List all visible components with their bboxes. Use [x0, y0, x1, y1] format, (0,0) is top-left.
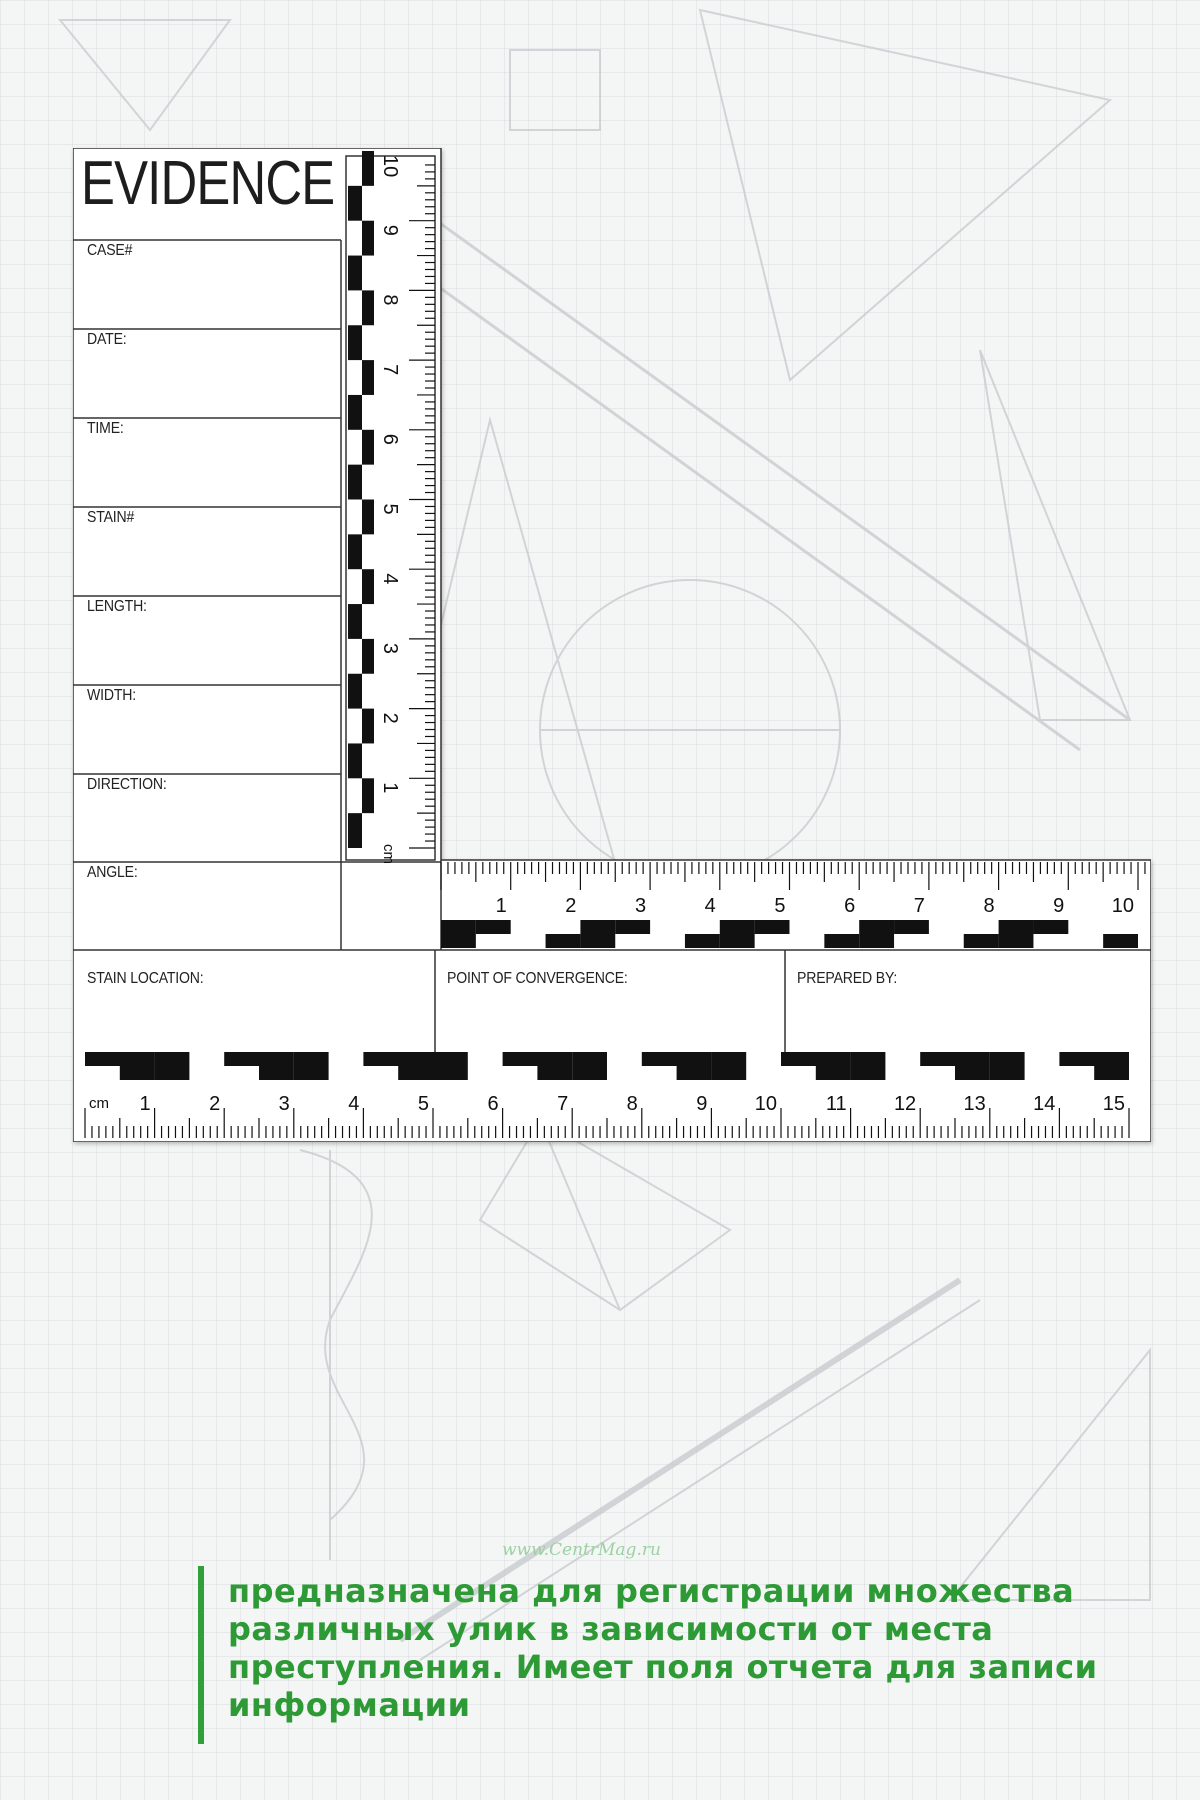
checker-block: [920, 1052, 990, 1066]
checker-block: [1103, 934, 1138, 948]
card-frame: [73, 148, 1151, 1142]
checker-block: [348, 534, 362, 569]
checker-block: [1059, 1052, 1129, 1066]
ruler-label: 1: [379, 782, 401, 794]
checker-block: [851, 1066, 886, 1080]
checker-block: [441, 920, 476, 934]
description-line: информации: [228, 1686, 471, 1724]
ruler-label: 7: [913, 895, 925, 917]
ruler-label: 3: [634, 895, 647, 917]
description-accent-bar: [198, 1566, 204, 1744]
checker-block: [580, 934, 615, 948]
checker-block: [816, 1066, 851, 1080]
checker-block: [677, 1066, 712, 1080]
ruler-label: 10: [379, 155, 401, 178]
checker-block: [955, 1066, 990, 1080]
ruler-label: 8: [379, 294, 401, 306]
ruler-label: 2: [379, 712, 401, 724]
ruler-label: 5: [774, 895, 786, 917]
ruler-label: 13: [963, 1093, 986, 1115]
description-line: различных улик в зависимости от места: [228, 1610, 994, 1648]
ruler-label: 1: [495, 895, 507, 917]
ruler-label: 5: [417, 1093, 429, 1115]
checker-block: [441, 934, 476, 948]
checker-block: [294, 1052, 329, 1066]
checker-block: [999, 934, 1034, 948]
ruler-label: 1: [139, 1093, 151, 1115]
evidence-title: EVIDENCE: [81, 149, 335, 218]
checker-block: [720, 934, 755, 948]
checker-block: [294, 1066, 329, 1080]
checker-block: [615, 920, 650, 934]
checker-block: [642, 1052, 712, 1066]
checker-block: [155, 1052, 190, 1066]
checker-block: [362, 778, 374, 813]
ruler-unit: cm: [380, 844, 397, 864]
checker-block: [362, 360, 374, 395]
checker-block: [546, 934, 581, 948]
ruler-label: 2: [209, 1093, 221, 1115]
checker-block: [398, 1066, 433, 1080]
checker-block: [362, 221, 374, 256]
field-label-width: WIDTH:: [87, 687, 137, 704]
checker-block: [348, 604, 362, 639]
checker-block: [224, 1052, 294, 1066]
ruler-label: 14: [1033, 1093, 1056, 1115]
checker-block: [362, 430, 374, 465]
checker-block: [755, 920, 790, 934]
checker-block: [711, 1066, 746, 1080]
checker-block: [85, 1052, 155, 1066]
checker-block: [348, 674, 362, 709]
checker-block: [503, 1052, 573, 1066]
checker-block: [824, 934, 859, 948]
ruler-label: 9: [379, 224, 401, 236]
checker-block: [711, 1052, 746, 1066]
field-label-length: LENGTH:: [87, 598, 147, 615]
checker-block: [859, 934, 894, 948]
checker-block: [580, 920, 615, 934]
checker-block: [476, 920, 511, 934]
checker-block: [433, 1052, 468, 1066]
ruler-label: 6: [379, 433, 401, 445]
ruler-label: 9: [1053, 895, 1065, 917]
checker-block: [348, 465, 362, 500]
ruler-label: 3: [379, 642, 401, 655]
ruler-label: 10: [754, 1093, 777, 1115]
checker-block: [362, 639, 374, 674]
checker-block: [362, 709, 374, 744]
checker-block: [572, 1066, 607, 1080]
checker-block: [363, 1052, 433, 1066]
checker-block: [348, 743, 362, 778]
ruler-label: 6: [487, 1093, 499, 1115]
checker-block: [348, 186, 362, 221]
checker-block: [990, 1052, 1025, 1066]
checker-block: [859, 920, 894, 934]
checker-block: [1033, 920, 1068, 934]
checker-block: [362, 569, 374, 604]
ruler-label: 7: [557, 1093, 569, 1115]
checker-block: [259, 1066, 294, 1080]
checker-block: [362, 500, 374, 535]
field-label-point-of-convergence: POINT OF CONVERGENCE:: [447, 970, 628, 987]
vertical-ruler: [346, 151, 435, 864]
checker-block: [572, 1052, 607, 1066]
checker-block: [964, 934, 999, 948]
field-label-date: DATE:: [87, 331, 127, 348]
ruler-unit: cm: [89, 1095, 109, 1112]
field-label-case: CASE#: [87, 242, 133, 259]
ruler-label: 3: [278, 1093, 290, 1115]
site-watermark: www.CentrMag.ru: [502, 1540, 661, 1560]
checker-block: [348, 813, 362, 848]
ruler-label: 5: [379, 503, 401, 515]
checker-block: [348, 325, 362, 360]
checker-block: [894, 920, 929, 934]
ruler-label: 12: [893, 1093, 917, 1115]
ruler-label: 4: [704, 895, 716, 917]
ruler-label: 8: [626, 1093, 638, 1115]
ruler-label: 4: [348, 1093, 360, 1115]
field-label-stain-location: STAIN LOCATION:: [87, 970, 204, 987]
checker-block: [685, 934, 720, 948]
checker-block: [120, 1066, 155, 1080]
checker-block: [999, 920, 1034, 934]
evidence-card: [73, 148, 1151, 1142]
checker-block: [433, 1066, 468, 1080]
ruler-label: 9: [696, 1093, 708, 1115]
ruler-label: 4: [379, 573, 401, 585]
checker-block: [851, 1052, 886, 1066]
description-line: предназначена для регистрации множества: [228, 1572, 1075, 1610]
checker-block: [537, 1066, 572, 1080]
checker-block: [348, 256, 362, 291]
ruler-label: 6: [844, 895, 856, 917]
ruler-label: 8: [983, 895, 995, 917]
checker-block: [990, 1066, 1025, 1080]
field-label-direction: DIRECTION:: [87, 776, 167, 793]
checker-block: [348, 395, 362, 430]
field-label-prepared-by: PREPARED BY:: [797, 970, 898, 987]
field-label-stain: STAIN#: [87, 509, 135, 526]
checker-block: [155, 1066, 190, 1080]
checker-block: [720, 920, 755, 934]
ruler-label: 15: [1102, 1093, 1125, 1115]
checker-block: [362, 290, 374, 325]
ruler-label: 10: [1111, 895, 1134, 917]
field-label-time: TIME:: [87, 420, 124, 437]
ruler-label: 11: [825, 1093, 847, 1115]
checker-block: [362, 151, 374, 186]
product-description: [228, 1572, 1178, 1724]
checker-block: [1094, 1066, 1129, 1080]
field-label-angle: ANGLE:: [87, 864, 138, 881]
ruler-label: 7: [379, 364, 401, 376]
checker-block: [781, 1052, 851, 1066]
ruler-label: 2: [565, 895, 577, 917]
description-line: преступления. Имеет поля отчета для записи: [228, 1648, 1098, 1686]
